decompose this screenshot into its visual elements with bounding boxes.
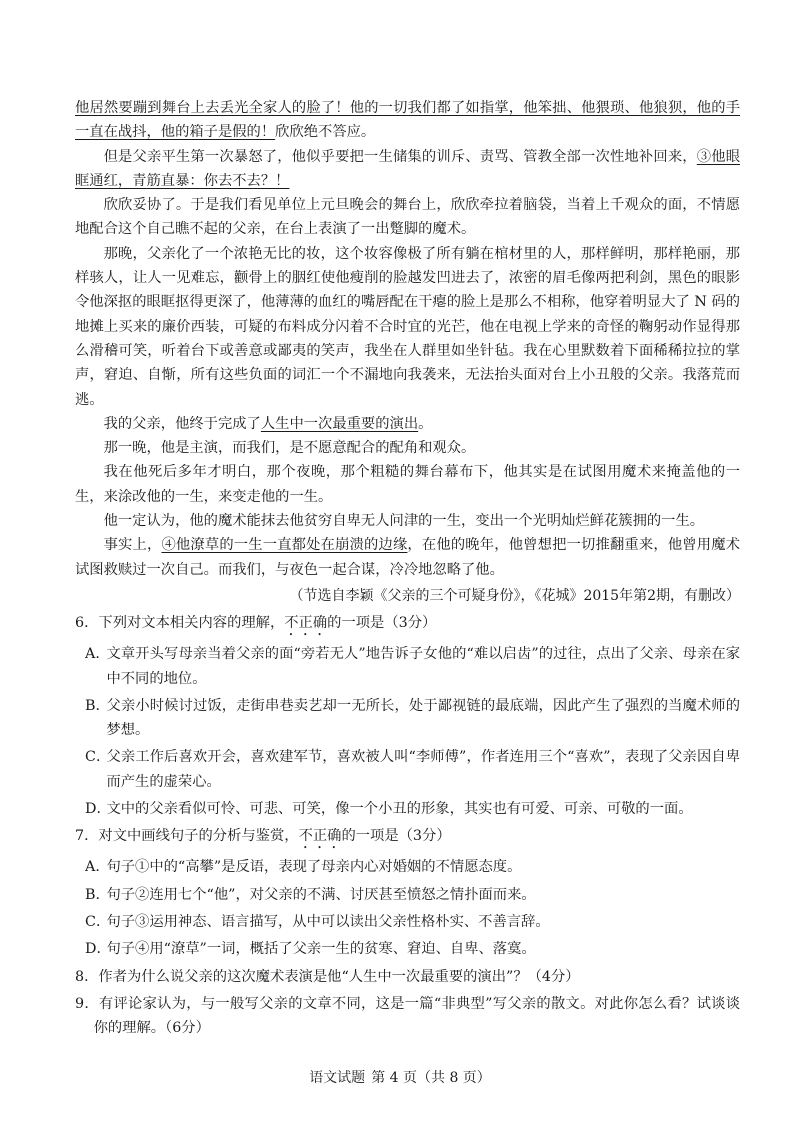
emphasis-not-correct: 不正确: [284, 615, 328, 632]
passage-paragraph: 他居然要蹦到舞台上去丢光全家人的脸了！他的一切我们都了如指掌，他笨拙、他猥琐、他狼狈，他的手一直在战抖，他的箱子是假的！欣欣绝不答应。: [75, 100, 740, 141]
underlined-phrase: 人生中一次最重要的演出: [260, 415, 419, 432]
underlined-sentence-3: ③他眼眶通红，青筋直暴：你去不去？！: [75, 148, 740, 189]
option-7d: D．句子④用“潦草”一词，概括了父亲一生的贫寒、窘迫、自卑、落寞。: [85, 941, 536, 958]
emphasis-not-correct: 不正确: [298, 828, 342, 845]
footer-subject: 语文试题: [309, 1070, 366, 1086]
option-6d: D．文中的父亲看似可怜、可悲、可笑，像一个小丑的形象，其实也有可爱、可亲、可敬的一面。: [85, 801, 693, 818]
source-citation: （节选自李颖《父亲的三个可疑身份》，《花城》2015年第2期，有删改）: [289, 587, 740, 604]
passage-paragraph: 事实上，④他潦草的一生一直都处在崩溃的边缘，在他的晚年，他曾想把一切推翻重来，他曾用魔术试图救赎过一次自己。而我们，与夜色一起合谋，冷冷地忽略了他。: [75, 537, 741, 578]
passage-paragraph: 但是父亲平生第一次暴怒了，他似乎要把一生储集的训斥、责骂、管教全部一次性地补回来，③他眼眶通红，青筋直暴：你去不去？！: [75, 148, 740, 189]
page-footer: [0, 1067, 800, 1087]
option-7b: B．句子②连用七个“他”，对父亲的不满、讨厌甚至愤怒之情扑面而来。: [85, 886, 536, 903]
underlined-sentence-2: 他居然要蹦到舞台上去丢光全家人的脸了！他的一切我们都了如指掌，他笨拙、他猥琐、他狼狈，他的手一直在战抖，他的箱子是假的！: [75, 100, 740, 141]
underlined-sentence-4: ④他潦草的一生一直都处在崩溃的边缘: [161, 537, 408, 554]
passage-paragraph: 那一晚，他是主演，而我们，是不愿意配合的配角和观众。: [103, 440, 476, 457]
question-7: 7．对文中画线句子的分析与鉴赏，不正确的一项是（3分）: [75, 828, 451, 845]
footer-page-number: 第 4 页: [371, 1070, 417, 1086]
option-7a: A．句子①中的“高攀”是反语，表现了母亲内心对婚姻的不情愿态度。: [85, 859, 522, 876]
option-6c: C．父亲工作后喜欢开会，喜欢建军节，喜欢被人叫“李师傅”，作者连用三个“喜欢”，表现了父亲因自卑而产生的虚荣心。: [85, 749, 740, 790]
passage-paragraph: 欣欣妥协了。于是我们看见单位上元旦晚会的舞台上，欣欣牵拉着脑袋，当着上千观众的面，不情愿地配合这个自己瞧不起的父亲，在台上表演了一出蹩脚的魔术。: [75, 197, 740, 238]
passage-paragraph: 我在他死后多年才明白，那个夜晚，那个粗糙的舞台幕布下，他其实是在试图用魔术来掩盖他的一生，来涂改他的一生，来变走他的一生。: [75, 464, 740, 505]
option-6a: A．文章开头写母亲当着父亲的面“旁若无人”地告诉子女他的“难以启齿”的过往，点出了父亲、母亲在家中不同的地位。: [85, 646, 740, 687]
option-7c: C．句子③运用神态、语言描写，从中可以读出父亲性格朴实、不善言辞。: [85, 913, 550, 930]
option-6b: B．父亲小时候讨过饭，走街串巷卖艺却一无所长，处于鄙视链的最底端，因此产生了强烈的当魔术师的梦想。: [85, 697, 740, 739]
passage-paragraph: 他一定认为，他的魔术能抹去他贫穷自卑无人问津的一生，变出一个光明灿烂鲜花簇拥的一生。: [103, 513, 705, 530]
passage-paragraph: 那晚，父亲化了一个浓艳无比的妆，这个妆容像极了所有躺在棺材里的人，那样鲜明，那样艳丽，那样骇人，让人一见难忘，颧骨上的胭红使他瘦削的脸越发凹进去了，浓密的眉毛像两把利剑，黑色的眼影令他深抠的眼眶抠得更深了，他薄薄的血红的嘴唇配在干瘪的脸上是那么不相称，他穿着明显大了 N 码的地摊上买来的廉价西装，可疑的布料成分闪着不合时宜的光芒，他在电视上学来的奇怪的鞠躬动作显得那么滑稽可笑，听着台下或善意或鄙夷的笑声，我坐在人群里如坐针毡。我在心里默数着下面稀稀拉拉的掌声，窘迫、自惭，所有这些负面的词汇一个不漏地向我袭来，无法抬头面对台上小丑般的父亲。我落荒而逃。: [75, 245, 740, 408]
question-6: 6．下列对文本相关内容的理解，不正确的一项是（3分）: [75, 615, 437, 632]
question-8: 8．作者为什么说父亲的这次魔术表演是他“人生中一次最重要的演出”？（4分）: [75, 968, 580, 985]
page-content: [75, 96, 740, 1040]
passage-paragraph: 我的父亲，他终于完成了人生中一次最重要的演出。: [103, 415, 433, 432]
footer-total-pages: （共 8 页）: [417, 1070, 491, 1086]
question-9: 9．有评论家认为，与一般写父亲的文章不同，这是一篇“非典型”写父亲的散文。对此你怎么看？试谈谈你的理解。（6分）: [75, 995, 740, 1037]
